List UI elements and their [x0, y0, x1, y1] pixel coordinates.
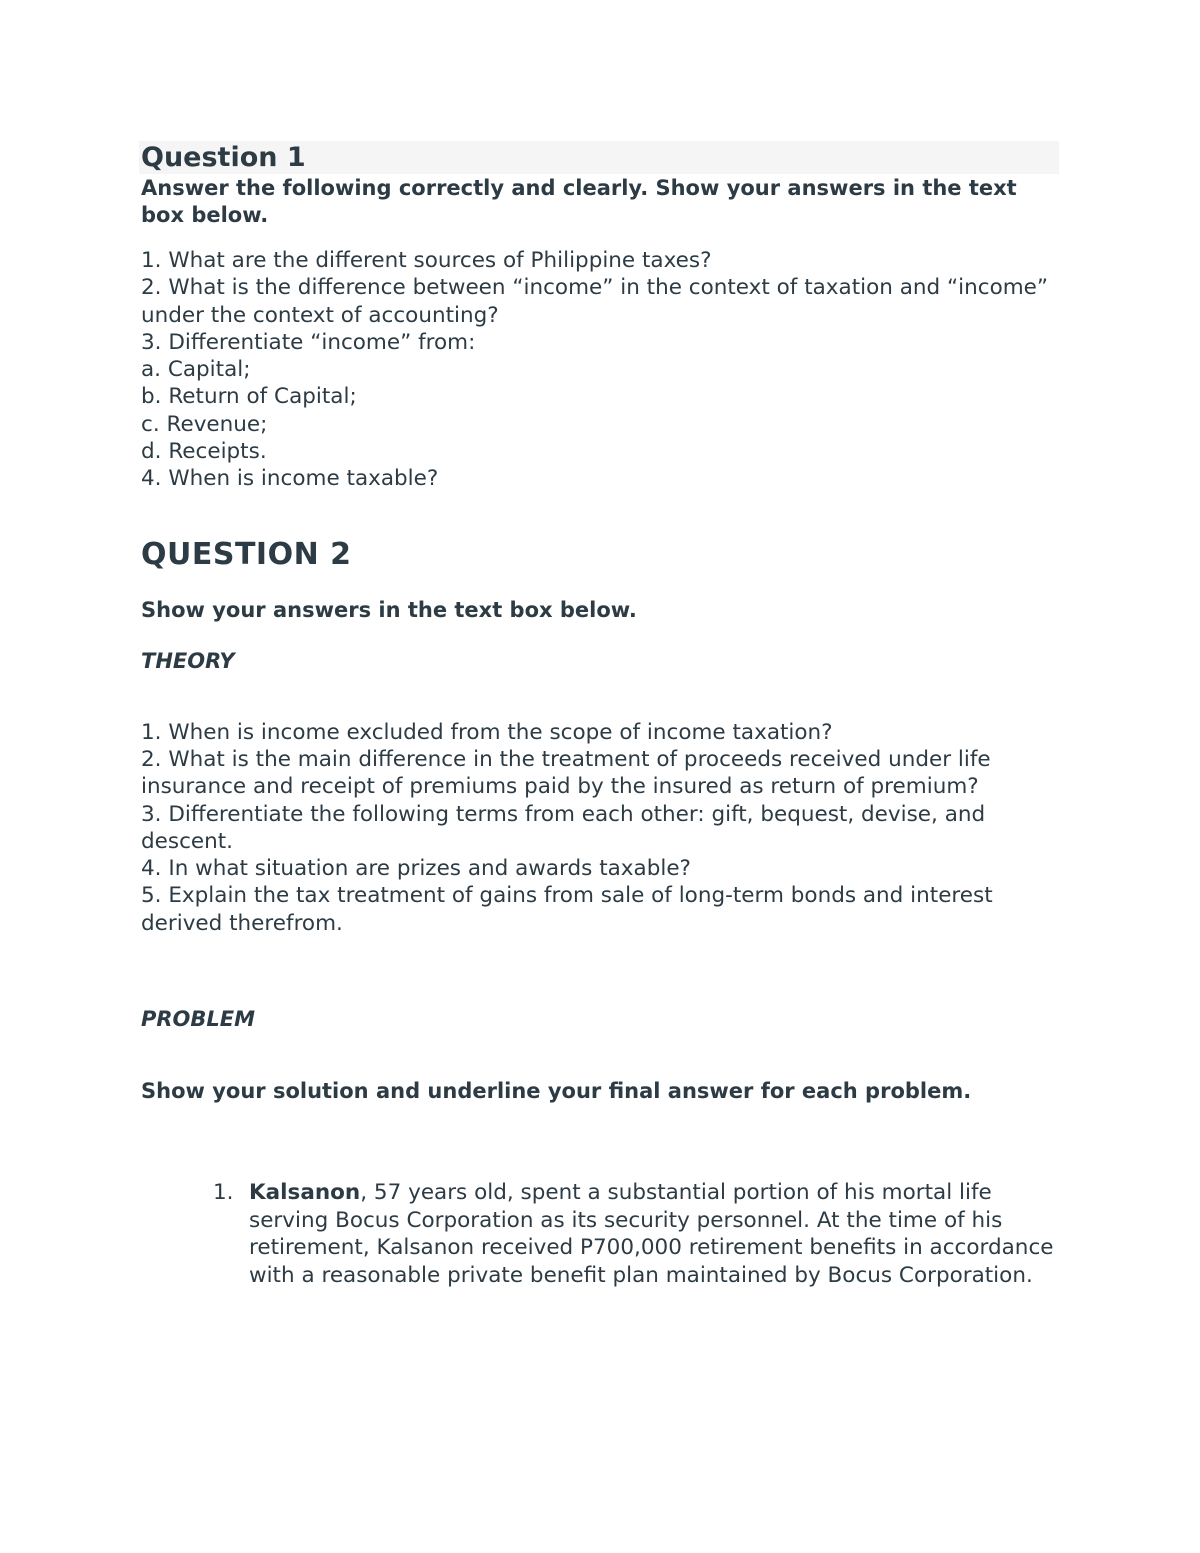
- question-1-item: c. Revenue;: [141, 411, 268, 437]
- problem-text: , 57 years old, spent a substantial portion of his mortal life serving Bocus Corporation as its security personnel. At the time of his retirement, Kalsanon received P700,000 retirement benefits in accordance with a reasonable private benefit plan maintained by Bocus Corporation.: [249, 1180, 1054, 1288]
- question-2-heading: QUESTION 2: [141, 536, 352, 572]
- question-1-list: [141, 247, 1061, 493]
- problem-label: PROBLEM: [141, 1007, 256, 1032]
- theory-list: [141, 719, 1061, 937]
- problem-number: 1.: [213, 1180, 234, 1206]
- theory-item: 3. Differentiate the following terms from each other: gift, bequest, devise, and descent.: [141, 801, 986, 854]
- problem-instruction: Show your solution and underline your final answer for each problem.: [141, 1079, 972, 1104]
- question-1-item: 4. When is income taxable?: [141, 466, 439, 492]
- document-page: [141, 141, 1061, 1289]
- problem-item: [213, 1179, 1061, 1289]
- problem-subject-name: Kalsanon: [249, 1180, 361, 1206]
- problem-list: [141, 1179, 1061, 1289]
- question-1-heading: Question 1: [141, 142, 306, 173]
- theory-item: 5. Explain the tax treatment of gains from sale of long-term bonds and interest derived therefrom.: [141, 883, 993, 936]
- question-2-instruction: Show your answers in the text box below.: [141, 597, 637, 622]
- question-1-item: d. Receipts.: [141, 439, 267, 465]
- theory-label: THEORY: [141, 648, 235, 673]
- question-1-item: 2. What is the difference between “income” in the context of taxation and “income” under the context of accounting?: [141, 275, 1049, 328]
- theory-item: 4. In what situation are prizes and awards taxable?: [141, 856, 691, 882]
- question-1-heading-bar: [139, 141, 1059, 174]
- question-1-instruction: Answer the following correctly and clearly. Show your answers in the text box below.: [141, 176, 1017, 227]
- theory-item: 1. When is income excluded from the scope of income taxation?: [141, 719, 833, 745]
- question-1-item: b. Return of Capital;: [141, 384, 357, 410]
- question-1-item: a. Capital;: [141, 357, 251, 383]
- question-1-item: 3. Differentiate “income” from:: [141, 329, 476, 355]
- question-1-item: 1. What are the different sources of Philippine taxes?: [141, 248, 712, 273]
- theory-item: 2. What is the main difference in the treatment of proceeds received under life insurance and receipt of premiums paid by the insured as return of premium?: [141, 746, 991, 800]
